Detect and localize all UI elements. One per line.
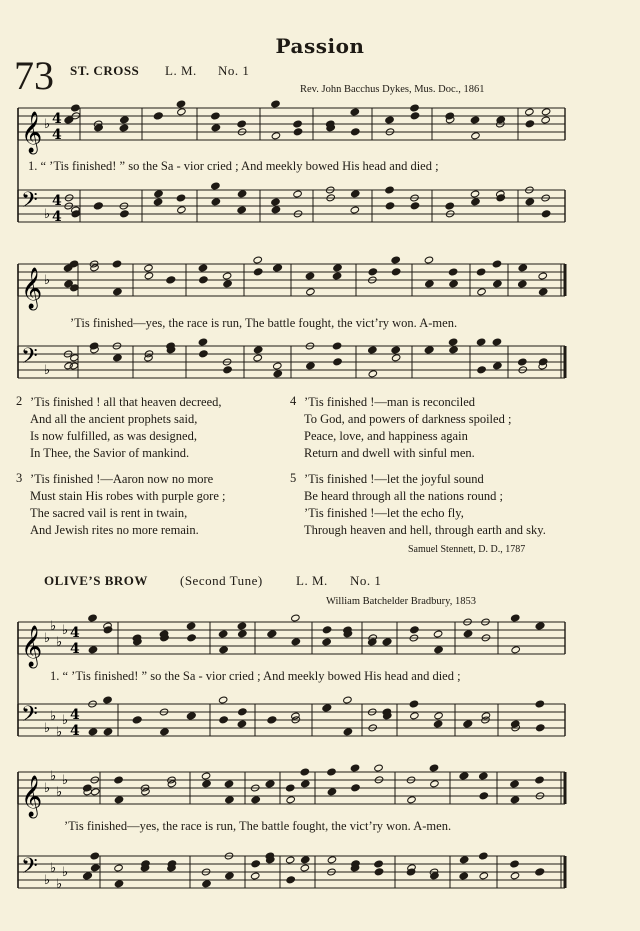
time-signature-top: 4	[70, 625, 80, 641]
verse-line: ’Tis finished !—let the echo fly,	[304, 506, 464, 520]
note-head	[301, 780, 310, 788]
treble-clef-icon: 𝄞	[21, 776, 43, 817]
note-head	[167, 780, 176, 788]
tune-meter: L. M.	[296, 573, 328, 588]
verse-line: ’Tis finished ! all that heaven decreed,	[30, 395, 222, 409]
note-head	[114, 796, 123, 804]
verse-line: The sacred vail is rent in twain,	[30, 506, 188, 520]
flat-icon: ♭	[44, 631, 51, 646]
verse-number: 5	[290, 471, 297, 485]
note-head	[407, 796, 416, 804]
flat-icon: ♭	[56, 877, 63, 892]
flat-icon: ♭	[44, 363, 51, 378]
flat-icon: ♭	[50, 619, 57, 634]
tune-name: ST. CROSS	[70, 63, 140, 78]
verse-line: To God, and powers of darkness spoiled ;	[304, 412, 512, 426]
flat-icon: ♭	[56, 635, 63, 650]
note-head	[114, 880, 123, 888]
flat-icon: ♭	[56, 725, 63, 740]
bass-clef-icon: 𝄢	[21, 853, 38, 884]
note-head	[224, 780, 233, 788]
note-head	[429, 764, 438, 772]
verse-line: Must stain His robes with purple gore ;	[30, 489, 226, 503]
treble-clef-icon: 𝄞	[21, 626, 43, 667]
verse-line: Through heaven and hell, through earth and sky.	[304, 523, 546, 537]
flat-icon: ♭	[44, 207, 51, 222]
time-signature-top: 4	[52, 193, 62, 209]
tune-meter-number: No. 1	[350, 573, 382, 588]
note-head	[350, 764, 359, 772]
note-head	[83, 872, 92, 880]
tune-name: OLIVE’S BROW	[44, 573, 148, 588]
note-head	[250, 872, 259, 880]
note-head	[479, 872, 488, 880]
bass-clef-icon: 𝄢	[21, 187, 38, 218]
composer: William Batchelder Bradbury, 1853	[326, 596, 476, 607]
verse-line: Is now fulfilled, as was designed,	[30, 429, 197, 443]
note-head	[201, 772, 210, 780]
flat-icon: ♭	[50, 709, 57, 724]
flat-icon: ♭	[56, 785, 63, 800]
note-head	[90, 852, 99, 860]
lyric-line: 1. “ ’Tis finished! ” so the Sa - vior cried ; And meekly bowed His head and died ;	[28, 159, 439, 173]
time-signature-bottom: 4	[52, 127, 62, 143]
note-head	[300, 864, 309, 872]
note-head	[535, 776, 544, 784]
flat-icon: ♭	[44, 873, 51, 888]
hymn-number: 73	[14, 53, 54, 98]
note-head	[286, 796, 295, 804]
note-head	[285, 856, 294, 864]
time-signature-bottom: 4	[52, 209, 62, 225]
note-head	[251, 796, 260, 804]
note-head	[202, 780, 211, 788]
note-head	[374, 764, 383, 772]
note-head	[327, 856, 336, 864]
note-head	[510, 796, 519, 804]
verse-author: Samuel Stennett, D. D., 1787	[408, 544, 526, 555]
treble-clef-icon: 𝄞	[21, 112, 43, 153]
note-head	[300, 768, 309, 776]
treble-clef-icon: 𝄞	[21, 268, 43, 309]
note-head	[141, 788, 150, 796]
note-head	[430, 780, 439, 788]
time-signature-bottom: 4	[70, 641, 80, 657]
note-head	[510, 860, 519, 868]
note-head	[114, 864, 123, 872]
note-head	[225, 796, 234, 804]
note-head	[479, 772, 488, 780]
note-head	[286, 876, 295, 884]
note-head	[510, 872, 519, 880]
flat-icon: ♭	[50, 769, 57, 784]
note-head	[225, 872, 234, 880]
flat-icon: ♭	[44, 721, 51, 736]
tune-subtitle: (Second Tune)	[180, 573, 263, 588]
verse-line: ’Tis finished !—let the joyful sound	[304, 472, 484, 486]
verse-line: ’Tis finished !—man is reconciled	[304, 395, 476, 409]
tune-meter: L. M.	[165, 63, 197, 78]
flat-icon: ♭	[44, 781, 51, 796]
note-head	[91, 864, 100, 872]
verse-line: And Jewish rites no more remain.	[30, 523, 199, 537]
note-head	[374, 868, 383, 876]
composer: Rev. John Bacchus Dykes, Mus. Doc., 1861	[300, 84, 485, 95]
bass-clef-icon: 𝄢	[21, 701, 38, 732]
lyric-line: ’Tis finished—yes, the race is run, The battle fought, the vict’ry won. A-men.	[70, 316, 458, 330]
verse-number: 4	[290, 394, 297, 408]
verse-line: Return and dwell with sinful men.	[304, 446, 475, 460]
flat-icon: ♭	[62, 623, 69, 638]
note-head	[479, 792, 488, 800]
verse-line: In Thee, the Savior of mankind.	[30, 446, 190, 460]
time-signature-bottom: 4	[70, 723, 80, 739]
section-title: Passion	[275, 34, 365, 58]
time-signature-top: 4	[52, 111, 62, 127]
bass-clef-icon: 𝄢	[21, 343, 38, 374]
note-head	[301, 856, 310, 864]
verse-line: ’Tis finished !—Aaron now no more	[30, 472, 214, 486]
tune-meter-number: No. 1	[218, 63, 250, 78]
note-head	[202, 880, 211, 888]
verse-line: And all the ancient prophets said,	[30, 412, 198, 426]
note-head	[351, 784, 360, 792]
flat-icon: ♭	[44, 117, 51, 132]
note-head	[114, 776, 123, 784]
note-head	[459, 872, 468, 880]
lyric-line: 1. “ ’Tis finished! ” so the Sa - vior cried ; And meekly bowed His head and died ;	[50, 669, 461, 683]
note-head	[535, 868, 544, 876]
note-head	[327, 788, 336, 796]
verse-number: 2	[16, 394, 23, 408]
note-head	[374, 860, 383, 868]
flat-icon: ♭	[62, 773, 69, 788]
note-head	[430, 872, 439, 880]
time-signature-top: 4	[70, 707, 80, 723]
lyric-line: ’Tis finished—yes, the race is run, The battle fought, the vict’ry won. A-men.	[64, 819, 452, 833]
flat-icon: ♭	[50, 861, 57, 876]
verse-line: Be heard through all the nations round ;	[304, 489, 503, 503]
note-head	[459, 856, 468, 864]
flat-icon: ♭	[44, 273, 51, 288]
note-head	[479, 852, 488, 860]
verse-line: Peace, love, and happiness again	[304, 429, 468, 443]
note-head	[251, 860, 260, 868]
flat-icon: ♭	[62, 713, 69, 728]
flat-icon: ♭	[62, 865, 69, 880]
note-head	[510, 780, 519, 788]
verse-number: 3	[16, 471, 23, 485]
note-head	[327, 768, 336, 776]
note-head	[459, 772, 468, 780]
note-head	[285, 784, 294, 792]
